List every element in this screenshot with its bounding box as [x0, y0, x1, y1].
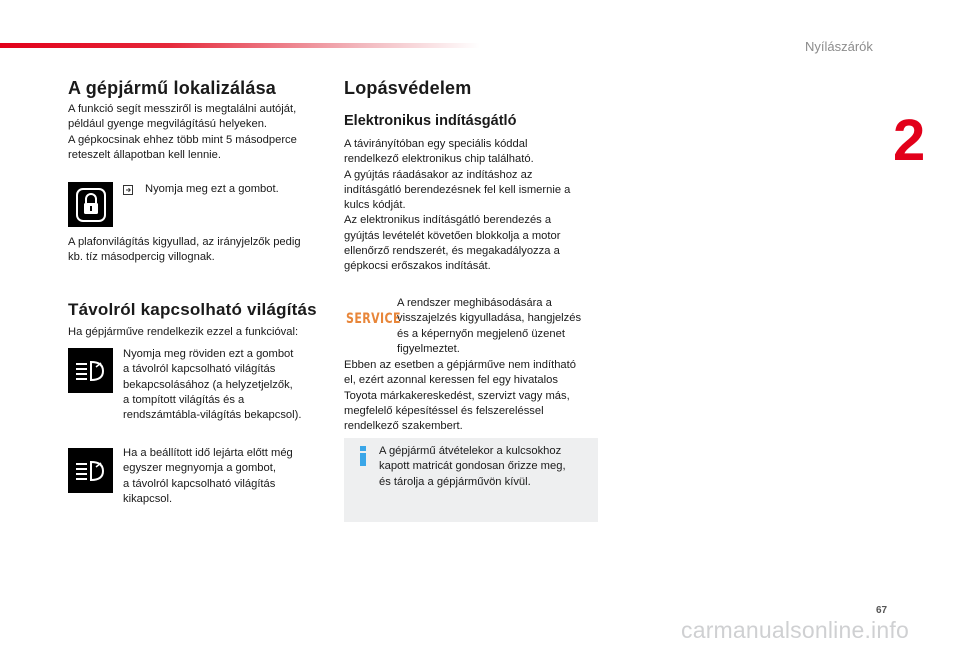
text-line: Ha a beállított idő lejárta előtt még	[123, 447, 293, 459]
text-line: rendelkező szakembert.	[344, 420, 463, 433]
immobiliser-body	[344, 137, 604, 275]
page-number: 67	[876, 605, 888, 616]
text-line: Ebben az esetben a gépjárműve nem indítható	[344, 359, 576, 371]
info-text	[379, 444, 594, 490]
text-line: A gépjármű átvételekor a kulcsokhoz	[379, 445, 562, 457]
text-line: figyelmeztet.	[397, 342, 460, 355]
remote-light-icon	[74, 459, 108, 483]
text-line: Toyota márkakereskedést, szervizt vagy más,	[344, 389, 570, 402]
text-line: bekapcsolásához (a helyzetjelzők,	[123, 378, 293, 391]
text-line: a tompított világítás és a	[123, 393, 245, 406]
text-line: gyújtás levételét követően blokkolja a motor	[344, 229, 561, 242]
section-title: Nyílászárók	[805, 39, 873, 54]
text-line: reteszelt állapotban kell lennie.	[68, 148, 221, 161]
text-line: ellenőrző rendszerét, és megakadályozza a	[344, 245, 560, 258]
remote-light-title: Távolról kapcsolható világítás	[68, 300, 317, 319]
remote-light-icon	[74, 359, 108, 383]
remote-light-intro: Ha gépjárműve rendelkezik ezzel a funkcióval:	[68, 326, 299, 338]
text-line: kapott matricát gondosan őrizze meg,	[379, 460, 566, 473]
header-accent-bar	[0, 43, 480, 48]
text-line: A plafonvilágítás kigyullad, az irányjelzők pedig	[68, 236, 301, 248]
lock-button-illustration	[68, 182, 113, 227]
locate-intro	[68, 102, 338, 163]
info-icon	[356, 446, 370, 466]
remote-light-button-illustration-1	[68, 348, 113, 393]
text-line: Az elektronikus indításgátló berendezés a	[344, 214, 552, 227]
text-line: rendszámtábla-világítás bekapcsol).	[123, 409, 302, 422]
text-line: kulcs kódját.	[344, 199, 406, 212]
text-line: Nyomja meg röviden ezt a gombot	[123, 348, 294, 360]
text-line: megfelelő képesítéssel és felszereléssel	[344, 404, 544, 417]
remote-light-button-illustration-2	[68, 448, 113, 493]
text-line: A rendszer meghibásodására a	[397, 297, 552, 309]
text-line: indításgátló berendezésnek fel kell ismernie a	[344, 183, 571, 196]
text-line: egyszer megnyomja a gombot,	[123, 462, 276, 475]
service-warning	[397, 296, 602, 357]
text-line: visszajelzés kigyulladása, hangjelzés	[397, 312, 582, 325]
text-line: a távolról kapcsolható világítás	[123, 363, 276, 376]
remote-light-step-1	[123, 347, 333, 423]
anti-theft-title: Lopásvédelem	[344, 78, 472, 98]
locate-result	[68, 235, 338, 266]
locate-step-text: Nyomja meg ezt a gombot.	[145, 183, 279, 195]
text-line: és a képernyőn megjelenő üzenet	[397, 327, 565, 340]
text-line: kb. tíz másodpercig villognak.	[68, 251, 215, 264]
info-box	[344, 438, 598, 522]
text-line: például gyenge megvilágítású helyeken.	[68, 118, 268, 131]
lock-icon	[76, 188, 106, 222]
text-line: rendelkező elektronikus chip található.	[344, 153, 534, 166]
text-line: és tárolja a gépjárművön kívül.	[379, 475, 531, 488]
text-line: A gépkocsinak ehhez több mint 5 másodperce	[68, 133, 297, 146]
text-line: A távirányítóban egy speciális kóddal	[344, 138, 528, 150]
watermark: carmanualsonline.info	[681, 617, 909, 643]
service-icon: SERVICE	[346, 310, 401, 327]
text-line: A gyújtás ráadásakor az indításhoz az	[344, 168, 533, 181]
text-line: a távolról kapcsolható világítás	[123, 477, 276, 490]
locate-step	[123, 182, 279, 197]
arrow-bullet-icon	[123, 185, 133, 195]
locate-title: A gépjármű lokalizálása	[68, 78, 277, 98]
remote-light-step-2	[123, 446, 333, 507]
text-line: gépkocsi erőszakos indítását.	[344, 260, 491, 273]
service-body	[344, 358, 604, 434]
text-line: kikapcsol.	[123, 492, 173, 505]
text-line: el, ezért azonnal keressen fel egy hivatalos	[344, 374, 558, 387]
text-line: A funkció segít messziről is megtalálni autóját,	[68, 103, 297, 115]
immobiliser-subtitle: Elektronikus indításgátló	[344, 113, 517, 129]
chapter-number: 2	[893, 108, 926, 173]
